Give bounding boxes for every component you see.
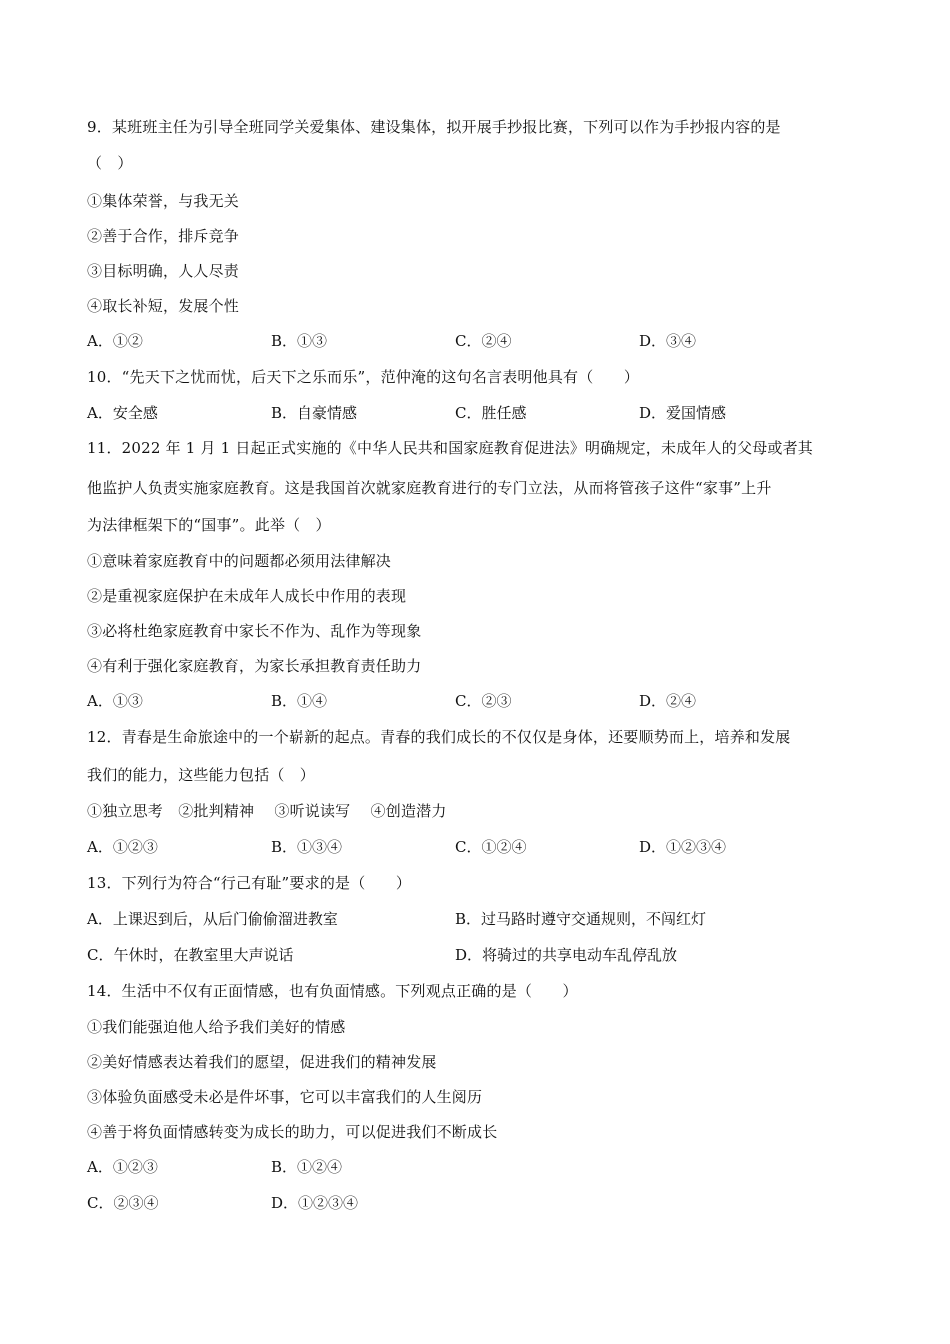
option-c[interactable]: C．①②④ (455, 838, 527, 856)
option-c[interactable]: C．②③ (455, 692, 512, 710)
option-c[interactable]: C．②③④ (87, 1194, 159, 1212)
statement: ②善于合作，排斥竞争 (87, 227, 240, 245)
statement: ②是重视家庭保护在未成年人成长中作用的表现 (87, 587, 407, 605)
option-c[interactable]: C．胜任感 (455, 404, 527, 422)
statement: ③目标明确，人人尽责 (87, 262, 240, 280)
question-stem: 他监护人负责实施家庭教育。这是我国首次就家庭教育进行的专门立法，从而将管孩子这件“家事”上升 (87, 479, 772, 497)
statement: ①独立思考 ②批判精神 ③听说读写 ④创造潜力 (87, 802, 447, 820)
option-a[interactable]: A．①②③ (87, 838, 158, 856)
statement: ③体验负面感受未必是件坏事，它可以丰富我们的人生阅历 (87, 1088, 483, 1106)
question-stem: 我们的能力，这些能力包括（ ） (87, 766, 316, 784)
question-stem: 10．“先天下之忧而忧，后天下之乐而乐”，范仲淹的这句名言表明他具有（ ） (87, 368, 640, 386)
answer-blank: （ ） (87, 154, 133, 172)
option-a[interactable]: A．上课迟到后，从后门偷偷溜进教室 (87, 910, 338, 928)
option-b[interactable]: B．①③④ (271, 838, 343, 856)
statement: ④善于将负面情感转变为成长的助力，可以促进我们不断成长 (87, 1123, 498, 1141)
option-d[interactable]: D．③④ (639, 332, 697, 350)
option-c[interactable]: C．午休时，在教室里大声说话 (87, 946, 294, 964)
statement: ①意味着家庭教育中的问题都必须用法律解决 (87, 552, 392, 570)
option-b[interactable]: B．①④ (271, 692, 328, 710)
option-d[interactable]: D．②④ (639, 692, 697, 710)
option-d[interactable]: D．将骑过的共享电动车乱停乱放 (455, 946, 678, 964)
statement: ③必将杜绝家庭教育中家长不作为、乱作为等现象 (87, 622, 422, 640)
option-b[interactable]: B．①③ (271, 332, 328, 350)
statement: ①我们能强迫他人给予我们美好的情感 (87, 1018, 346, 1036)
question-stem: 13．下列行为符合“行己有耻”要求的是（ ） (87, 874, 412, 892)
question-stem: 11．2022 年 1 月 1 日起正式实施的《中华人民共和国家庭教育促进法》明确规定，未成年人的父母或者其 (87, 439, 813, 457)
option-b[interactable]: B．自豪情感 (271, 404, 358, 422)
option-a[interactable]: A．①③ (87, 692, 143, 710)
option-a[interactable]: A．①② (87, 332, 143, 350)
option-a[interactable]: A．①②③ (87, 1158, 158, 1176)
question-stem: 12．青春是生命旅途中的一个崭新的起点。青春的我们成长的不仅仅是身体，还要顺势而上，培养和发展 (87, 728, 791, 746)
option-d[interactable]: D．爱国情感 (639, 404, 727, 422)
question-stem: 9．某班班主任为引导全班同学关爱集体、建设集体，拟开展手抄报比赛，下列可以作为手抄报内容的是 (87, 118, 781, 136)
statement: ④取长补短，发展个性 (87, 297, 240, 315)
question-stem: 为法律框架下的“国事”。此举（ ） (87, 516, 331, 534)
option-c[interactable]: C．②④ (455, 332, 512, 350)
statement: ②美好情感表达着我们的愿望，促进我们的精神发展 (87, 1053, 437, 1071)
option-b[interactable]: B．①②④ (271, 1158, 343, 1176)
option-b[interactable]: B．过马路时遵守交通规则，不闯红灯 (455, 910, 707, 928)
option-d[interactable]: D．①②③④ (639, 838, 727, 856)
statement: ①集体荣誉，与我无关 (87, 192, 240, 210)
option-a[interactable]: A．安全感 (87, 404, 158, 422)
question-stem: 14．生活中不仅有正面情感，也有负面情感。下列观点正确的是（ ） (87, 982, 578, 1000)
statement: ④有利于强化家庭教育，为家长承担教育责任助力 (87, 657, 422, 675)
option-d[interactable]: D．①②③④ (271, 1194, 359, 1212)
